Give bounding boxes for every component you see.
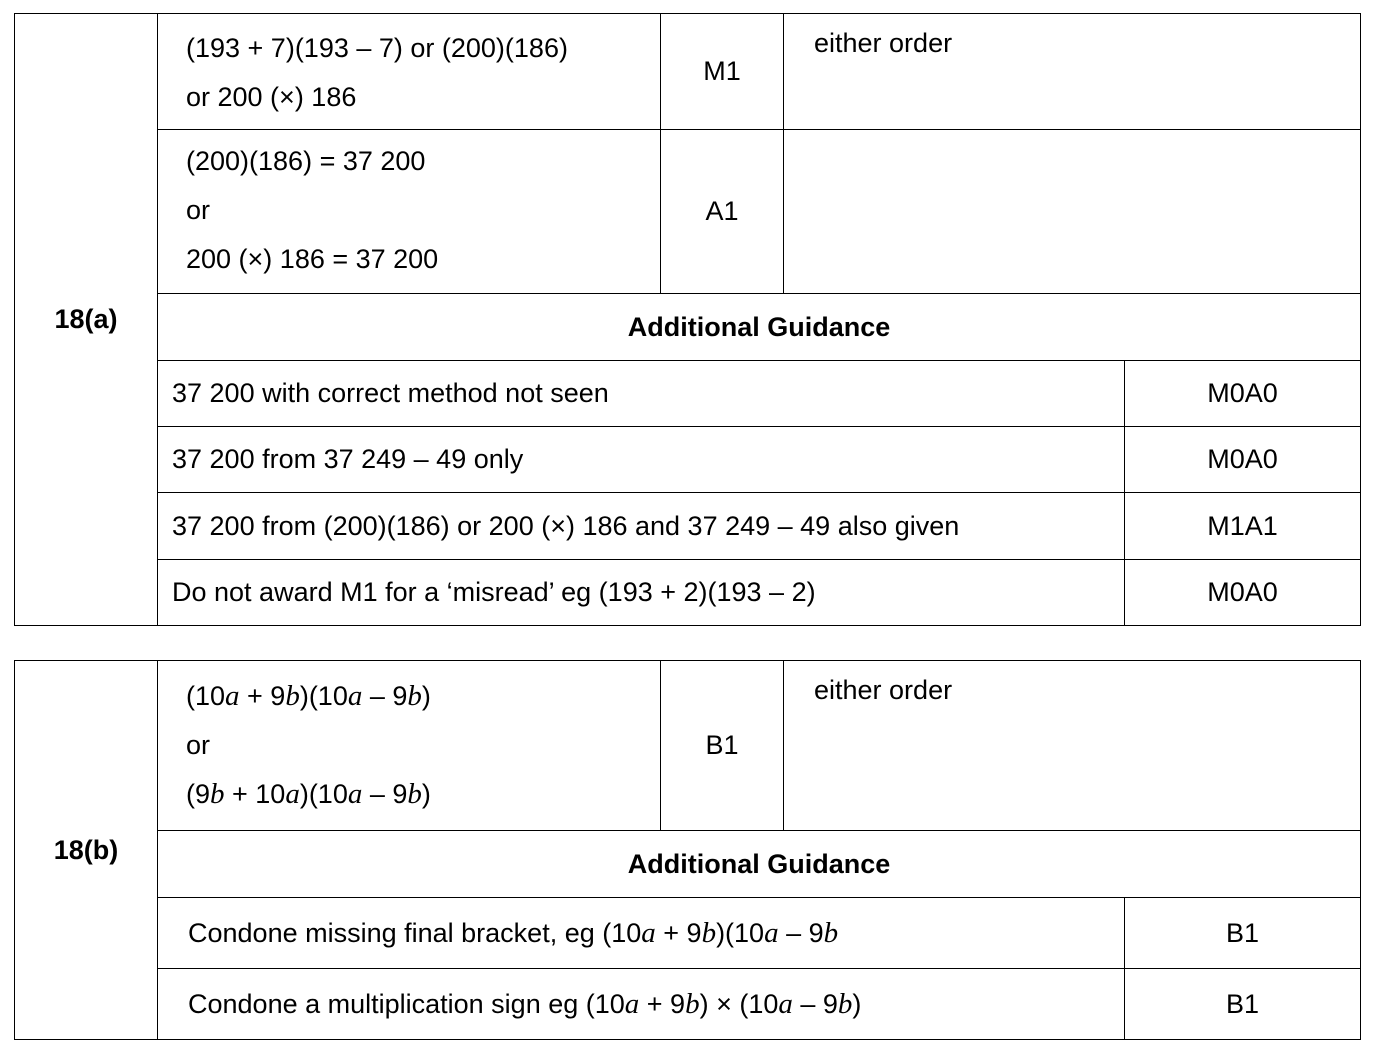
guidance-heading: Additional Guidance	[158, 294, 1361, 361]
math-variable: b	[407, 778, 422, 810]
guidance-mark: M0A0	[1125, 560, 1361, 626]
math-variable: b	[701, 916, 717, 949]
guidance-text: 37 200 from (200)(186) or 200 (×) 186 and 37 249 – 49 also given	[158, 493, 1125, 560]
math-variable: a	[641, 916, 656, 949]
guidance-mark: B1	[1125, 969, 1361, 1040]
question-number: 18(a)	[15, 14, 158, 626]
guidance-text: Condone a multiplication sign eg (10a + 9b) × (10a – 9b)	[158, 969, 1125, 1040]
answer-line: (10a + 9b)(10a – 9b)	[186, 680, 431, 712]
guidance-mark: B1	[1125, 898, 1361, 969]
math-variable: a	[347, 778, 363, 810]
guidance-mark: M0A0	[1125, 361, 1361, 427]
math-variable: b	[837, 987, 853, 1020]
guidance-text: 37 200 with correct method not seen	[158, 361, 1125, 427]
answer-cell	[158, 14, 661, 130]
answer-cell	[158, 130, 661, 294]
guidance-text: Condone missing final bracket, eg (10a + 9b)(10a – 9b	[158, 898, 1125, 969]
answer-line: (200)(186) = 37 200	[186, 146, 426, 176]
math-variable: a	[778, 987, 793, 1020]
answer-line: (193 + 7)(193 – 7) or (200)(186)	[186, 33, 568, 63]
guidance-mark: M1A1	[1125, 493, 1361, 560]
math-variable: b	[685, 987, 700, 1020]
math-variable: a	[764, 916, 779, 949]
comment-cell: either order	[784, 14, 1361, 130]
answer-line: (9b + 10a)(10a – 9b)	[186, 778, 431, 810]
guidance-text: 37 200 from 37 249 – 49 only	[158, 427, 1125, 493]
answer-cell	[158, 661, 661, 831]
answer-line: or 200 (×) 186	[186, 82, 357, 112]
comment-cell: either order	[784, 661, 1361, 831]
math-variable: b	[823, 916, 839, 949]
mark-scheme-table-18b	[14, 660, 1361, 1040]
answer-line: or	[186, 195, 211, 225]
math-variable: a	[347, 680, 363, 712]
math-variable: b	[210, 778, 225, 810]
comment-cell	[784, 130, 1361, 294]
mark-cell: A1	[661, 130, 784, 294]
question-number: 18(b)	[15, 661, 158, 1040]
mark-cell: M1	[661, 14, 784, 130]
math-variable: a	[624, 987, 640, 1020]
math-variable: a	[285, 778, 300, 810]
math-variable: b	[285, 680, 300, 712]
mark-cell: B1	[661, 661, 784, 831]
mark-scheme-table-18a	[14, 13, 1361, 626]
guidance-text: Do not award M1 for a ‘misread’ eg (193 + 2)(193 – 2)	[158, 560, 1125, 626]
guidance-heading: Additional Guidance	[158, 831, 1361, 898]
answer-line: 200 (×) 186 = 37 200	[186, 244, 439, 274]
guidance-mark: M0A0	[1125, 427, 1361, 493]
math-variable: b	[407, 680, 422, 712]
answer-line: or	[186, 730, 211, 760]
math-variable: a	[225, 680, 240, 712]
